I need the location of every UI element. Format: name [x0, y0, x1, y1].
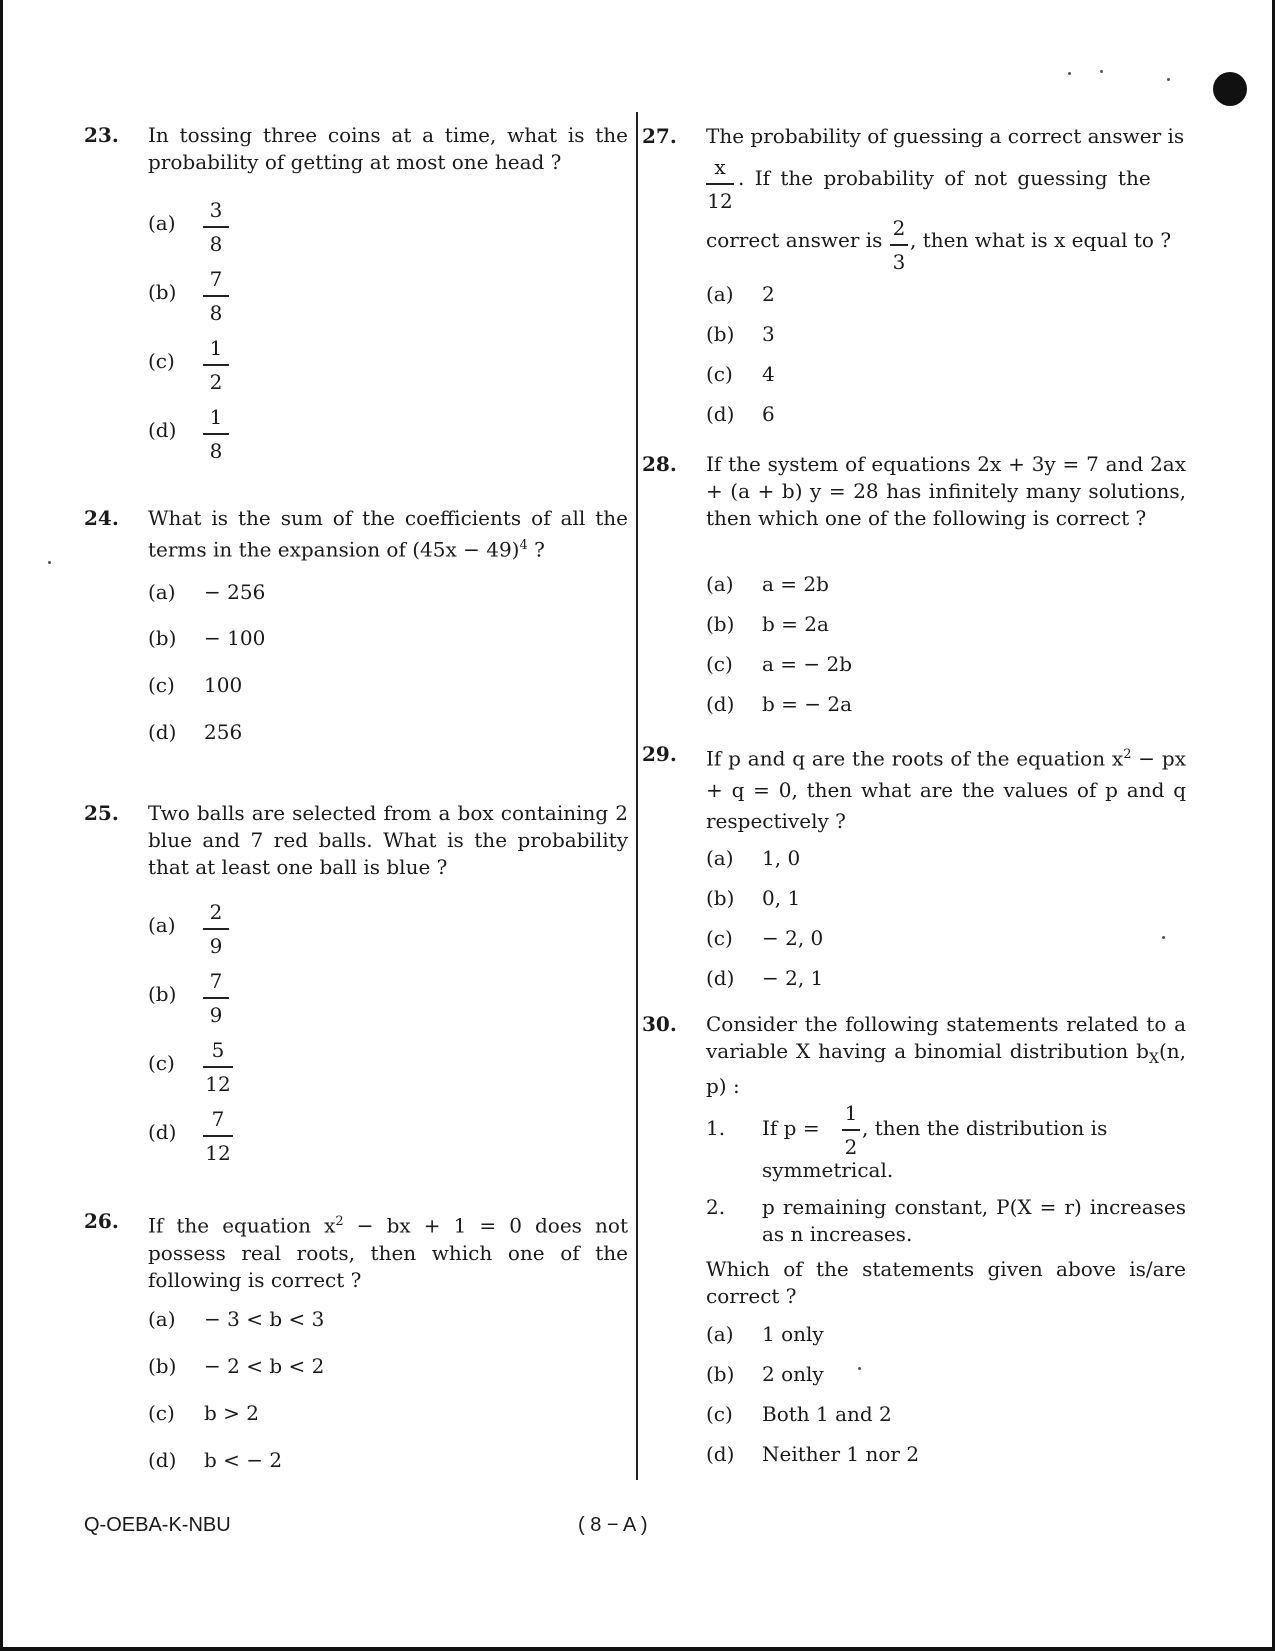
statement-number: 2.: [706, 1195, 726, 1219]
question-text-line: . If the probability of not guessing the: [738, 166, 1151, 190]
question-30-prompt: [706, 1256, 1186, 1310]
question-27: [642, 123, 1187, 273]
fraction: 5 12: [203, 1036, 233, 1098]
fraction: 1 2: [842, 1099, 860, 1161]
scan-speck: [1162, 936, 1165, 939]
fraction: [203, 265, 229, 327]
numerator: 1: [209, 336, 223, 360]
fraction: [203, 196, 229, 258]
scan-speck: [858, 1367, 861, 1370]
question-text: What is the sum of the coefficients of all the terms in the expansion of $(45x - 49)^4$ ?: [148, 506, 628, 562]
fraction: 7 12: [203, 1105, 233, 1167]
question-number: 26.: [84, 1209, 119, 1233]
question-text-line: , then what is x equal to ?: [910, 228, 1172, 252]
statement-text: If p =: [762, 1116, 820, 1140]
statement-number: 1.: [706, 1116, 726, 1140]
question-text-line: The probability of guessing a correct answer is: [706, 124, 1185, 148]
question-number: 24.: [84, 506, 119, 530]
question-text: If the equation $x^2$ − bx + 1 = 0 does not possess real roots, then which one of the following is correct ?: [148, 1213, 628, 1292]
numerator: 1: [209, 405, 223, 429]
question-number: 28.: [642, 452, 677, 476]
option-label: (b): [148, 280, 177, 304]
scan-speck: [1068, 72, 1071, 75]
statement-text: symmetrical.: [762, 1158, 894, 1182]
statement-1: [706, 1097, 1186, 1182]
question-number: 29.: [642, 742, 677, 766]
page-number: ( 8 − A ): [578, 1514, 648, 1536]
option-label: (a): [148, 211, 176, 235]
denominator: 8: [209, 301, 223, 325]
scan-speck: [48, 561, 51, 564]
paper-code: Q-OEBA-K-NBU: [84, 1514, 231, 1536]
scan-speck: [1100, 70, 1103, 73]
scan-speck: [1167, 78, 1170, 81]
fraction: [203, 334, 229, 396]
denominator: 2: [209, 370, 223, 394]
prompt-text: Which of the statements given above is/are correct ?: [706, 1257, 1186, 1308]
numerator: 3: [209, 198, 223, 222]
fraction: 7 9: [203, 967, 229, 1029]
question-text: If the system of equations 2x + 3y = 7 and 2ax + (a + b) y = 28 has infinitely many solutions, then which one of the following is correct ?: [706, 452, 1186, 530]
question-text: Consider the following statements related to a variable X having a binomial distribution $b_X(n$, p) :: [706, 1012, 1186, 1098]
fraction: 2 9: [203, 898, 229, 960]
question-number: 30.: [642, 1012, 677, 1036]
column-divider: [636, 112, 638, 1480]
question-text-line: correct answer is: [706, 228, 883, 252]
denominator: 8: [209, 232, 223, 256]
option-label: (d): [148, 418, 177, 442]
punch-hole-mark: [1213, 72, 1247, 106]
option-label: (c): [148, 349, 175, 373]
fraction: 2 3: [890, 214, 908, 276]
question-number: 25.: [84, 801, 119, 825]
question-number: 23.: [84, 123, 119, 147]
fraction: [203, 403, 229, 465]
numerator: 7: [209, 267, 223, 291]
denominator: 8: [209, 439, 223, 463]
statement-text: p remaining constant, P(X = r) increases as n increases.: [762, 1195, 1186, 1246]
question-number: 27.: [642, 124, 677, 148]
statement-text: , then the distribution is: [862, 1116, 1108, 1140]
question-text: Two balls are selected from a box containing 2 blue and 7 red balls. What is the probability that at least one ball is blue ?: [148, 801, 628, 879]
fraction: x 12: [707, 155, 733, 213]
question-text: If p and q are the roots of the equation $x^2$ − px + q = 0, then what are the values of p and q respectively ?: [706, 746, 1186, 833]
question-text: In tossing three coins at a time, what is the probability of getting at most one head ?: [148, 123, 628, 174]
